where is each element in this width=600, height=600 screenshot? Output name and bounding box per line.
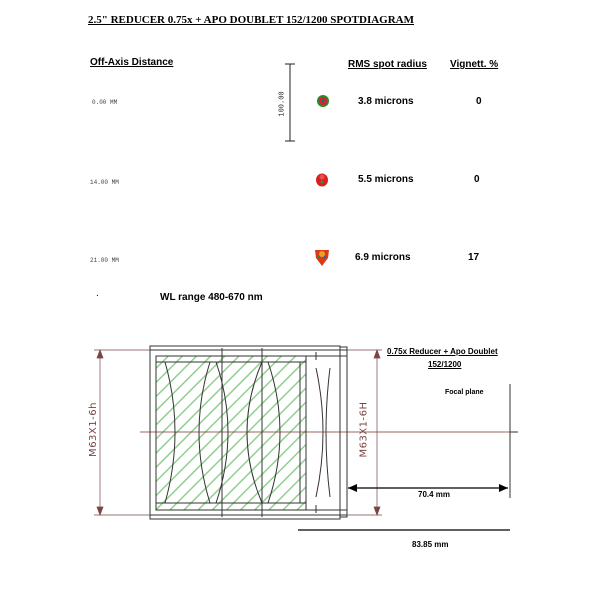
wl-range: WL range 480-670 nm	[160, 292, 263, 303]
vignett-header: Vignett. %	[450, 59, 499, 70]
row-3-distance: 21.00 MM	[90, 257, 119, 264]
row-3-rms: 6.9 microns	[355, 252, 411, 263]
thread-right-label: M63X1-6H	[358, 401, 370, 458]
row-1-distance: 0.00 MM	[92, 99, 118, 106]
focal-plane-label: Focal plane	[445, 389, 484, 396]
spot-diagram-1	[317, 95, 329, 107]
scale-label: 100.00	[278, 91, 287, 117]
row-1-vignetting: 0	[476, 96, 482, 107]
thread-left-label: M63X1-6h	[87, 402, 99, 457]
row-2-distance: 14.00 MM	[90, 179, 119, 186]
dimension-70mm	[348, 484, 508, 492]
spot-diagram-3	[315, 250, 329, 266]
spot-diagram-2	[316, 174, 328, 187]
lens-assembly	[150, 346, 347, 519]
stray-dot: .	[96, 288, 99, 299]
dim-short-label: 70.4 mm	[418, 490, 451, 499]
row-1-rms: 3.8 microns	[358, 96, 414, 107]
row-3-vignetting: 17	[468, 252, 480, 263]
rms-header: RMS spot radius	[348, 59, 427, 70]
off-axis-header: Off-Axis Distance	[90, 57, 174, 68]
page-title: 2.5" REDUCER 0.75x + APO DOUBLET 152/1200 SPOTDIAGRAM	[88, 14, 415, 26]
diagram-title-line2: 152/1200	[428, 360, 462, 369]
diagram-title-line1: 0.75x Reducer + Apo Doublet	[387, 347, 498, 356]
dim-long-label: 83.85 mm	[412, 540, 449, 549]
thread-dimension-left	[94, 350, 150, 515]
row-2-rms: 5.5 microns	[358, 174, 414, 185]
row-2-vignetting: 0	[474, 174, 480, 185]
scale-bar	[285, 64, 295, 141]
thread-dimension-right	[347, 350, 382, 515]
